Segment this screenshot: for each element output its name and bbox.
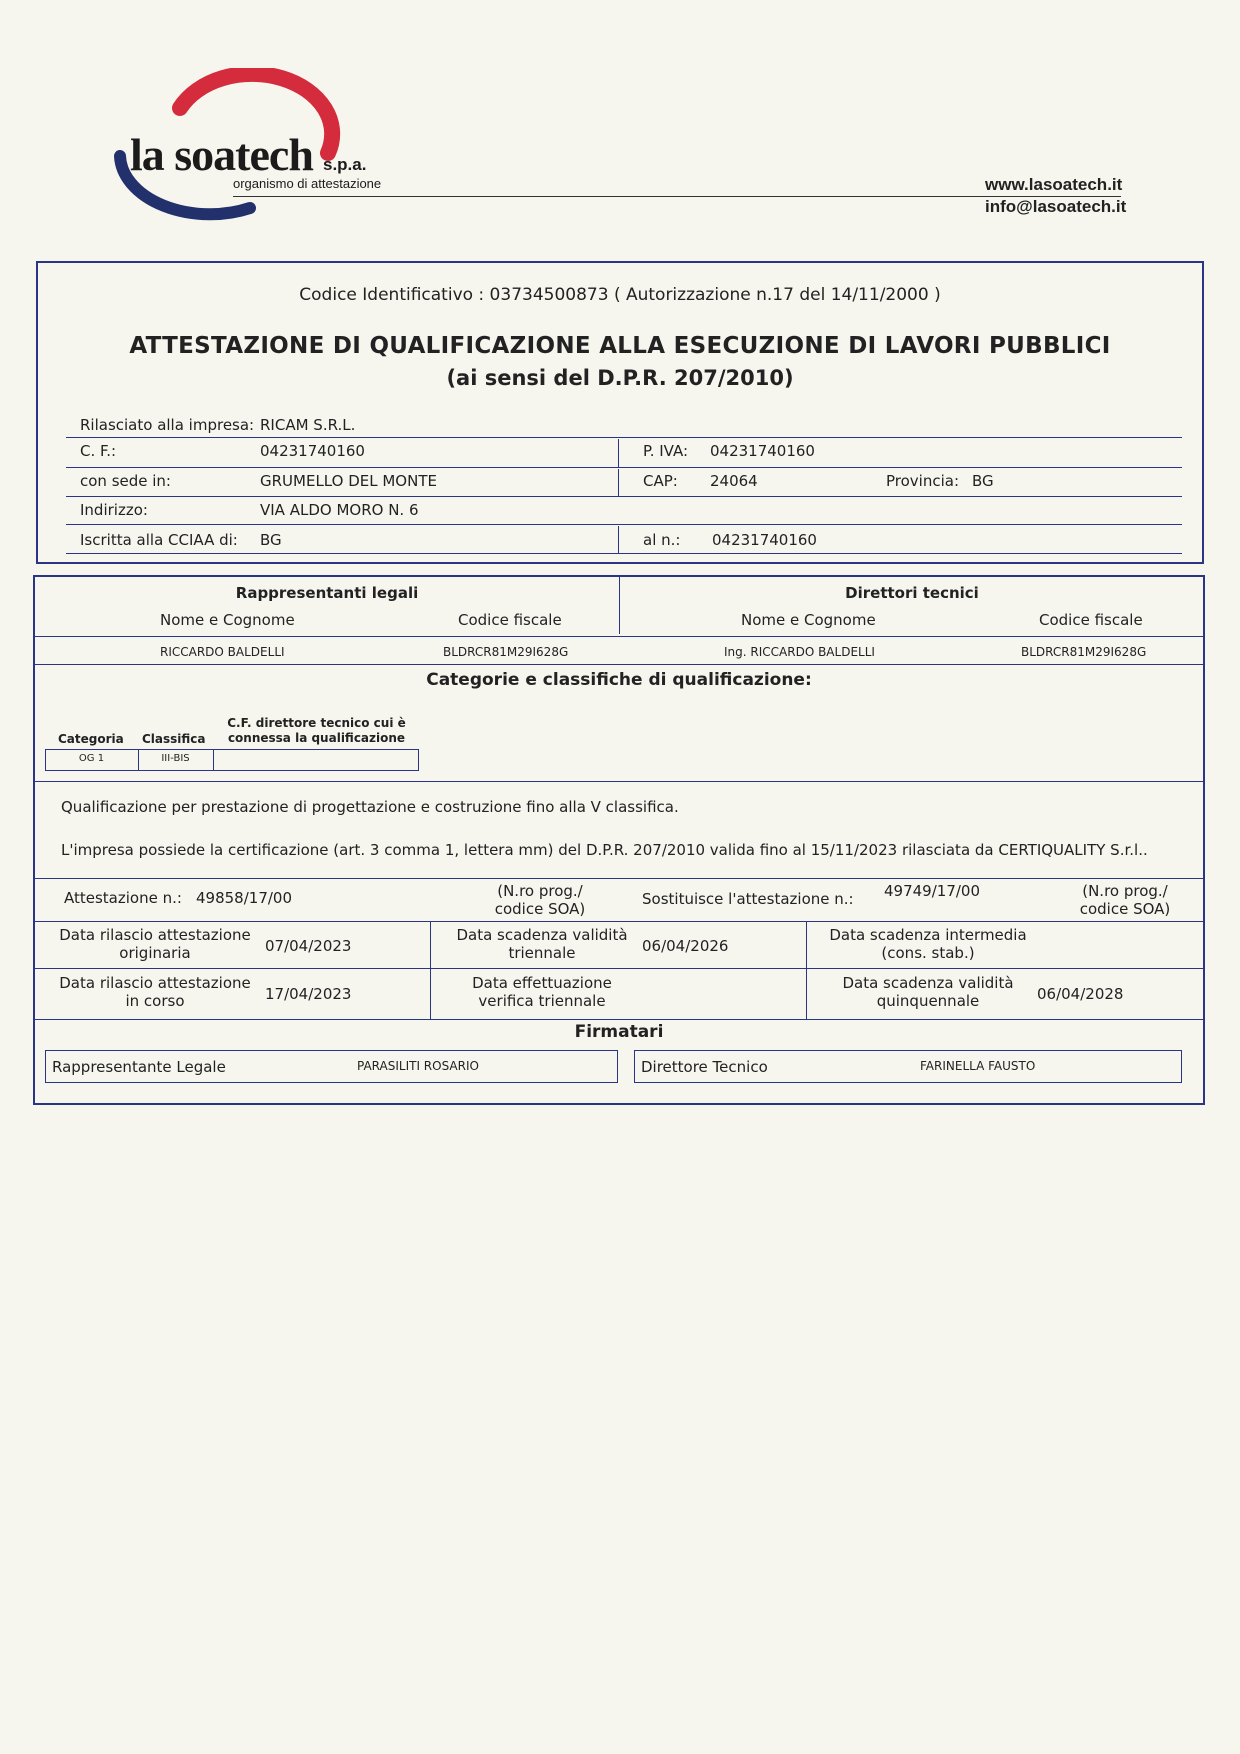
orig-release-line1: Data rilascio attestazione	[59, 926, 251, 944]
intermediate-expiry-line2: (cons. stab.)	[881, 944, 975, 962]
orig-release-line2: originaria	[119, 944, 191, 962]
category-value: OG 1	[78, 753, 105, 764]
signatories-header: Firmatari	[574, 1022, 664, 1042]
triennial-expiry-line1: Data scadenza validità	[456, 926, 628, 944]
tech-directors-header: Direttori tecnici	[845, 584, 979, 602]
legal-rep-name: RICCARDO BALDELLI	[160, 645, 285, 659]
seat-label: con sede in:	[80, 472, 171, 490]
legal-name-col: Nome e Cognome	[160, 611, 295, 629]
column-divider	[618, 469, 619, 496]
triennial-check-line1: Data effettuazione	[472, 974, 612, 992]
attestation-number-value: 49858/17/00	[196, 889, 292, 907]
replaces-label: Sostituisce l'attestazione n.:	[642, 890, 854, 908]
cap-value: 24064	[710, 472, 758, 490]
issued-to-value: RICAM S.R.L.	[260, 416, 356, 434]
row-divider	[35, 878, 1203, 879]
row-divider	[66, 553, 1182, 554]
triennial-expiry-value: 06/04/2026	[642, 937, 729, 955]
column-divider	[618, 439, 619, 467]
col-category: Categoria	[58, 732, 124, 746]
row-divider	[35, 968, 1203, 969]
current-release-value: 17/04/2023	[265, 985, 352, 1003]
quinquennial-expiry-value: 06/04/2028	[1037, 985, 1124, 1003]
prog-code-label-2	[1055, 882, 1195, 918]
categories-header: Categorie e classifiche di qualificazione:	[426, 670, 812, 690]
column-divider	[806, 922, 807, 1020]
triennial-expiry-line2: triennale	[508, 944, 576, 962]
column-divider	[213, 749, 214, 771]
row-divider	[66, 496, 1182, 497]
document-subtitle: (ai sensi del D.P.R. 207/2010)	[446, 366, 794, 390]
tech-name-col: Nome e Cognome	[741, 611, 876, 629]
prog-code-2-line1: (N.ro prog./	[1082, 882, 1168, 900]
triennial-check-label	[432, 974, 652, 1010]
cap-label: CAP:	[643, 472, 678, 490]
email-link[interactable]: info@lasoatech.it	[985, 197, 1127, 216]
row-divider	[66, 524, 1182, 525]
col-cf-director	[214, 716, 419, 746]
contact-block	[985, 174, 1126, 218]
website-link[interactable]: www.lasoatech.it	[985, 175, 1123, 194]
tech-tax-col: Codice fiscale	[1039, 611, 1143, 629]
intermediate-expiry-label	[808, 926, 1048, 962]
seat-value: GRUMELLO DEL MONTE	[260, 472, 437, 490]
note-qualification: Qualificazione per prestazione di progettazione e costruzione fino alla V classifica.	[61, 798, 679, 816]
cciaa-label: Iscritta alla CCIAA di:	[80, 531, 238, 549]
intermediate-expiry-line1: Data scadenza intermedia	[829, 926, 1027, 944]
attestation-number-label: Attestazione n.:	[64, 889, 182, 907]
al-n-value: 04231740160	[712, 531, 817, 549]
col-class: Classifica	[142, 732, 206, 746]
identifier-line: Codice Identificativo : 03734500873 ( Autorizzazione n.17 del 14/11/2000 )	[299, 285, 941, 305]
row-divider	[35, 1019, 1203, 1020]
tech-director-tax: BLDRCR81M29I628G	[1021, 645, 1147, 659]
legal-reps-header: Rappresentanti legali	[235, 584, 419, 602]
piva-label: P. IVA:	[643, 442, 689, 460]
cf-value: 04231740160	[260, 442, 365, 460]
address-value: VIA ALDO MORO N. 6	[260, 501, 419, 519]
column-divider	[430, 922, 431, 1020]
province-label: Provincia:	[886, 472, 960, 490]
current-release-line1: Data rilascio attestazione	[59, 974, 251, 992]
row-divider	[35, 921, 1203, 922]
quinquennial-expiry-label	[808, 974, 1048, 1010]
tech-director-name: Ing. RICCARDO BALDELLI	[724, 645, 875, 659]
note-certification: L'impresa possiede la certificazione (art. 3 comma 1, lettera mm) del D.P.R. 207/2010 valida fino al 15/11/2023 rilasciata da CERTIQUALITY S.r.l..	[61, 841, 1148, 859]
col-cf-line2: connessa la qualificazione	[227, 731, 406, 745]
legal-signatory-label: Rappresentante Legale	[52, 1058, 226, 1076]
prog-code-line2: codice SOA)	[494, 900, 586, 918]
cciaa-value: BG	[260, 531, 282, 549]
logo-subtitle: organismo di attestazione	[233, 176, 382, 191]
prog-code-label	[470, 882, 610, 918]
quinquennial-expiry-line1: Data scadenza validità	[842, 974, 1014, 992]
address-label: Indirizzo:	[80, 501, 148, 519]
column-divider	[618, 526, 619, 553]
company-box	[36, 261, 1204, 564]
orig-release-value: 07/04/2023	[265, 937, 352, 955]
row-divider	[35, 636, 1203, 637]
row-divider	[66, 467, 1182, 468]
tech-signatory-name: FARINELLA FAUSTO	[920, 1059, 1036, 1073]
logo-suffix: s.p.a.	[323, 155, 367, 174]
current-release-label	[40, 974, 270, 1010]
replaces-value: 49749/17/00	[884, 882, 980, 900]
current-release-line2: in corso	[125, 992, 185, 1010]
prog-code-line1: (N.ro prog./	[497, 882, 583, 900]
row-divider	[35, 664, 1203, 665]
tech-signatory-label: Direttore Tecnico	[641, 1058, 768, 1076]
triennial-check-line2: verifica triennale	[478, 992, 606, 1010]
legal-rep-tax: BLDRCR81M29I628G	[443, 645, 569, 659]
legal-tax-col: Codice fiscale	[458, 611, 562, 629]
issued-to-label: Rilasciato alla impresa:	[80, 416, 255, 434]
triennial-expiry-label	[432, 926, 652, 962]
row-divider	[35, 781, 1203, 782]
row-divider	[66, 437, 1182, 438]
col-cf-line1: C.F. direttore tecnico cui è	[227, 716, 406, 730]
prog-code-2-line2: codice SOA)	[1079, 900, 1171, 918]
quinquennial-expiry-line2: quinquennale	[876, 992, 980, 1010]
legal-signatory-name: PARASILITI ROSARIO	[357, 1059, 479, 1073]
al-n-label: al n.:	[643, 531, 681, 549]
document-title: ATTESTAZIONE DI QUALIFICAZIONE ALLA ESECUZIONE DI LAVORI PUBBLICI	[129, 333, 1111, 359]
province-value: BG	[972, 472, 994, 490]
class-value: III-BIS	[161, 753, 190, 764]
piva-value: 04231740160	[710, 442, 815, 460]
cf-label: C. F.:	[80, 442, 117, 460]
logo-name: la soatech	[130, 129, 313, 180]
orig-release-label	[40, 926, 270, 962]
